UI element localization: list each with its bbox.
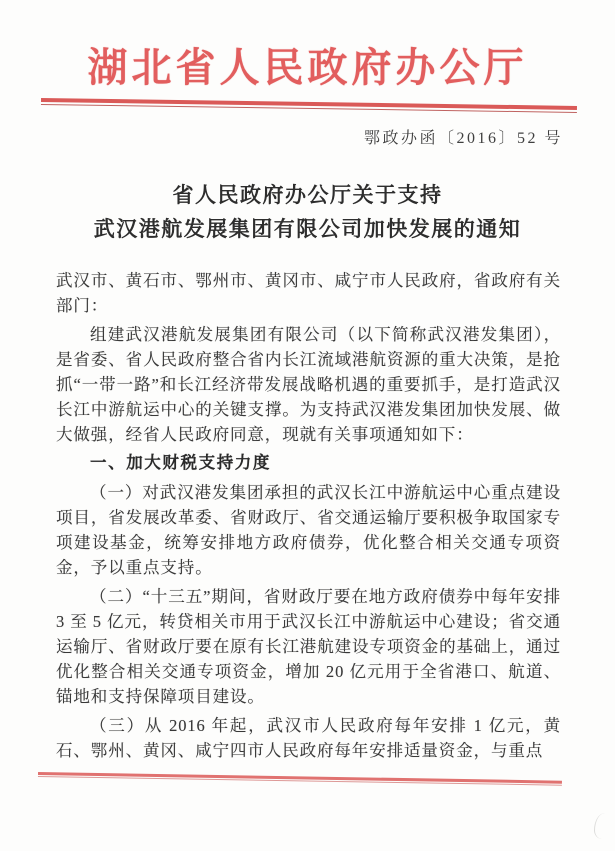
document-title-line1: 省人民政府办公厅关于支持 (172, 183, 443, 207)
paragraph-item-3-truncated: （三）从 2016 年起，武汉市人民政府每年安排 1 亿元，黄石、鄂州、黄冈、咸宁四市人民政府每年安排适量资金，与重点 (56, 716, 561, 760)
document-body (56, 268, 561, 767)
letterhead-divider-line (41, 98, 577, 113)
section-heading-fiscal-support: 一、加大财税支持力度 (90, 454, 271, 472)
document-title-line2: 武汉港航发展集团有限公司加快发展的通知 (93, 217, 522, 241)
page-corner-scan-artifact (594, 813, 613, 839)
paragraph-introduction: 组建武汉港航发展集团有限公司（以下简称武汉港发集团），是省委、省人民政府整合省内长江流域港航资源的重大决策，是抢抓“一带一路”和长江经济带发展战略机遇的重要抓手，是打造武汉长江中游航运中心的关键支撑。为支持武汉港发集团加快发展、做大做强，经省人民政府同意，现就有关事项通知如下： (56, 325, 561, 444)
document-title (0, 178, 615, 246)
paragraph-item-2: （二）“十三五”期间，省财政厅要在地方政府债券中每年安排 3 至 5 亿元，转贷相关市用于武汉长江中游航运中心建设；省交通运输厅、省财政厅要在原有长江港航建设专项资金的基础上，通过优化整合相关交通专项资金，增加 20 亿元用于全省港口、航道、锚地和支持保障项目建设。 (56, 587, 561, 706)
paragraph-item-1: （一）对武汉港发集团承担的武汉长江中游航运中心重点建设项目，省发展改革委、省财政厅、省交通运输厅要积极争取国家专项建设基金，统筹安排地方政府债券，优化整合相关交通专项资金，予以重点支持。 (56, 483, 561, 577)
salutation-recipients: 武汉市、黄石市、鄂州市、黄冈市、咸宁市人民政府，省政府有关部门： (56, 271, 561, 315)
document-reference-number: 鄂政办函〔2016〕52 号 (363, 130, 563, 147)
page-bottom-bleedthrough-line (38, 772, 562, 786)
letterhead-org-name: 湖北省人民政府办公厅 (87, 45, 528, 90)
